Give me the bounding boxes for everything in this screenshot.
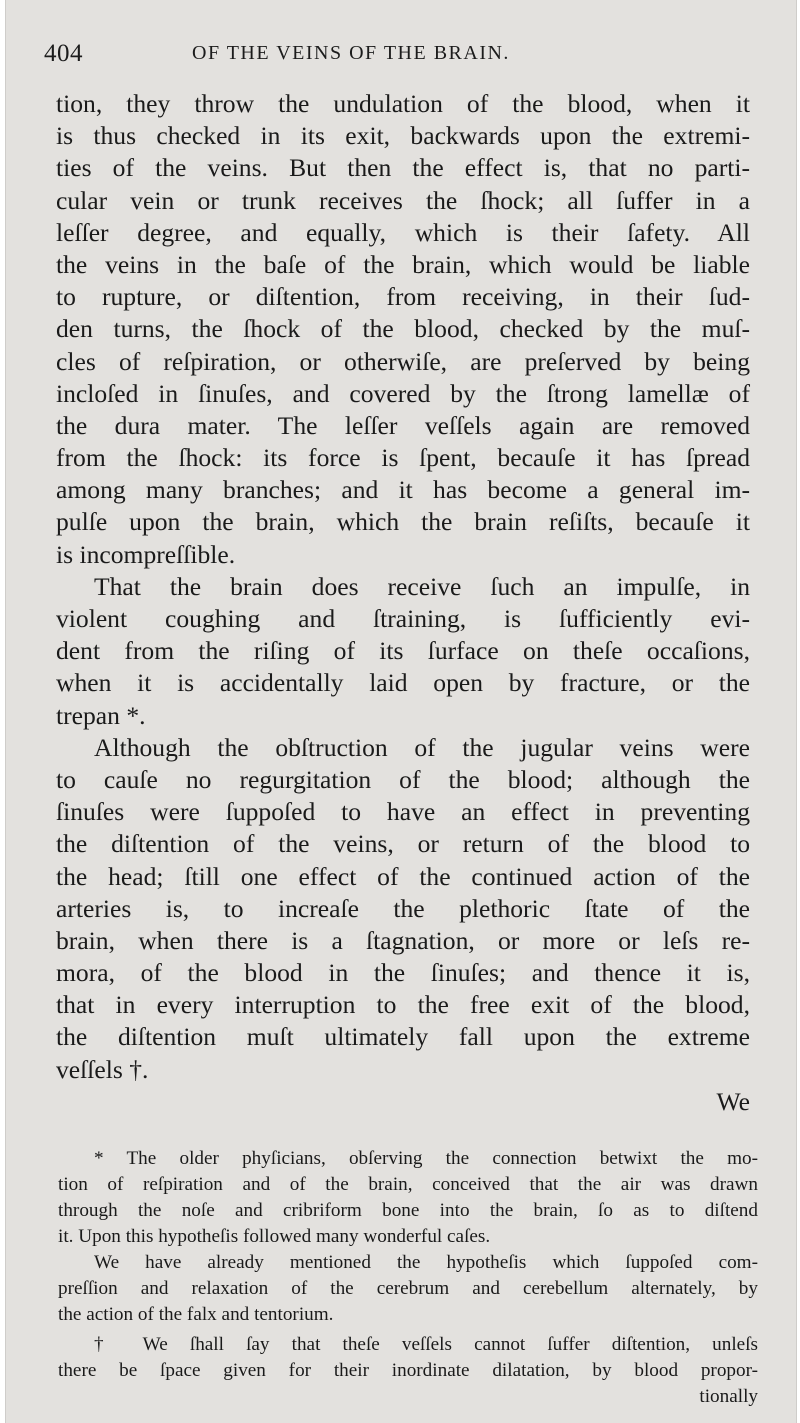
footnote-catchword: tionally <box>699 1386 758 1407</box>
text-line: the diſtention muſt ultimately fall upon the extreme <box>56 1022 750 1052</box>
text-line: from the ſhock: its force is ſpent, becauſe it has ſpread <box>56 443 750 473</box>
text-line: incloſed in ſinuſes, and covered by the ſtrong lamellæ of <box>56 378 750 408</box>
footnote-line: * The older phyſicians, obſerving the connection betwixt the mo- <box>94 1148 758 1169</box>
main-text <box>56 88 750 1118</box>
footnote-line: the action of the falx and tentorium. <box>58 1304 334 1325</box>
text-line: Although the obſtruction of the jugular veins were <box>94 732 750 762</box>
text-line: pulſe upon the brain, which the brain reſiſts, becauſe it <box>56 507 750 537</box>
running-title: OF THE VEINS OF THE BRAIN. <box>192 42 510 64</box>
text-line: to cauſe no regurgitation of the blood; although the <box>56 764 750 794</box>
text-line: the veins in the baſe of the brain, which would be liable <box>56 249 750 279</box>
text-line: is incompreſſible. <box>56 539 236 569</box>
text-line: dent from the riſing of its ſurface on theſe occaſions, <box>56 636 750 666</box>
text-line: among many branches; and it has become a general im- <box>56 475 750 505</box>
text-line: the dura mater. The leſſer veſſels again are removed <box>56 410 750 440</box>
text-line: brain, when there is a ſtagnation, or more or leſs re- <box>56 925 750 955</box>
footnote-line: it. Upon this hypotheſis followed many wonderful caſes. <box>58 1226 491 1247</box>
page-number: 404 <box>44 40 83 67</box>
book-page <box>5 0 797 1423</box>
text-line: when it is accidentally laid open by fracture, or the <box>56 668 750 698</box>
text-line: tion, they throw the undulation of the blood, when it <box>56 89 750 118</box>
text-line: is thus checked in its exit, backwards upon the extremi- <box>56 121 750 151</box>
text-line: violent coughing and ſtraining, is ſufficiently evi- <box>56 604 750 633</box>
footnote-line: through the noſe and cribriform bone into the brain, ſo as to diſtend <box>58 1200 758 1221</box>
text-line: that in every interruption to the free exit of the blood, <box>56 990 750 1020</box>
footnotes <box>58 1146 758 1410</box>
text-line: cles of reſpiration, or otherwiſe, are preſerved by being <box>56 346 750 376</box>
text-line: the diſtention of the veins, or return of the blood to <box>56 829 750 859</box>
text-line: to rupture, or diſtention, from receiving, in their ſud- <box>56 282 750 312</box>
text-line: veſſels †. <box>56 1054 149 1084</box>
text-line: That the brain does receive ſuch an impulſe, in <box>94 571 750 601</box>
footnote-line: † We ſhall ſay that theſe veſſels cannot ſuffer diſtention, unleſs <box>94 1334 758 1355</box>
text-line: arteries is, to increaſe the plethoric ſtate of the <box>56 893 750 923</box>
text-line: leſſer degree, and equally, which is their ſafety. All <box>56 217 750 247</box>
page-header <box>44 38 764 74</box>
footnote-line: there be ſpace given for their inordinate dilatation, by blood propor- <box>58 1360 758 1381</box>
catchword: We <box>716 1086 750 1116</box>
footnote-line: preſſion and relaxation of the cerebrum and cerebellum alternately, by <box>58 1278 758 1299</box>
text-line: den turns, the ſhock of the blood, checked by the muſ- <box>56 314 750 344</box>
text-line: ties of the veins. But then the effect is, that no parti- <box>56 153 750 183</box>
text-line: ſinuſes were ſuppoſed to have an effect in preventing <box>56 797 750 827</box>
text-line: the head; ſtill one effect of the continued action of the <box>56 861 750 891</box>
text-line: mora, of the blood in the ſinuſes; and thence it is, <box>56 958 750 988</box>
footnote-line: We have already mentioned the hypotheſis which ſuppoſed com- <box>94 1252 758 1273</box>
text-line: cular vein or trunk receives the ſhock; all ſuffer in a <box>56 185 750 215</box>
footnote-line: tion of reſpiration and of the brain, conceived that the air was drawn <box>58 1174 758 1195</box>
text-line: trepan *. <box>56 700 146 730</box>
